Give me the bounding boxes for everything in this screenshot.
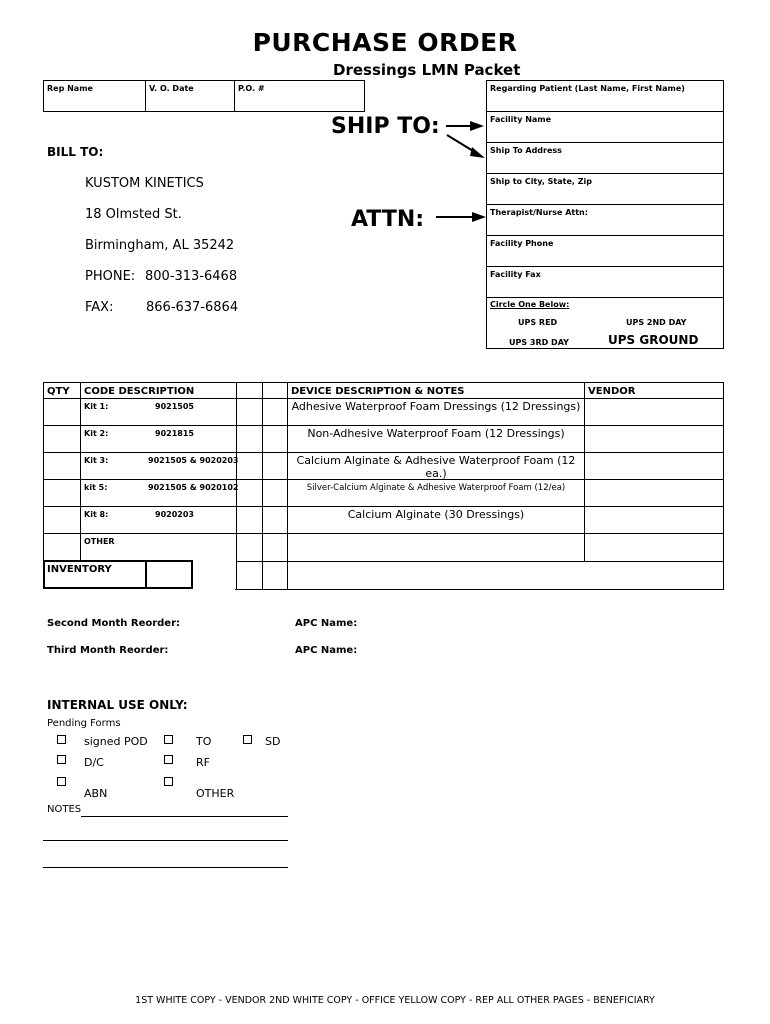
rep-name-field[interactable]: Rep Name	[47, 84, 93, 93]
attn-arrow	[436, 216, 476, 218]
internal-use-title: INTERNAL USE ONLY:	[47, 698, 188, 712]
dc-label: D/C	[84, 756, 104, 769]
ups-red-option[interactable]: UPS RED	[518, 318, 558, 327]
patient-field[interactable]: Regarding Patient (Last Name, First Name)	[490, 84, 685, 93]
rf-checkbox[interactable]	[164, 755, 173, 764]
rf-label: RF	[196, 756, 210, 769]
vo-date-field[interactable]: V. O. Date	[149, 84, 194, 93]
kit-description: Non-Adhesive Waterproof Foam (12 Dressings)	[307, 427, 565, 440]
kit-code: 9021815	[155, 429, 194, 438]
notes-line-2[interactable]	[43, 840, 288, 841]
bill-to-fax: 866-637-6864	[146, 300, 239, 315]
diagonal-arrow-icon	[446, 134, 486, 160]
abn-checkbox[interactable]	[57, 777, 66, 786]
facility-name-field[interactable]: Facility Name	[490, 115, 552, 124]
notes-label: NOTES	[47, 804, 82, 815]
ups-ground-option[interactable]: UPS GROUND	[608, 333, 699, 347]
kit-code: 9021505	[155, 402, 194, 411]
device-header: DEVICE DESCRIPTION & NOTES	[291, 386, 465, 397]
bill-to-company: KUSTOM KINETICS	[85, 176, 204, 191]
bill-to-phone-label: PHONE:	[85, 269, 136, 284]
other-label: OTHER	[196, 787, 235, 800]
kit-description: Calcium Alginate & Adhesive Waterproof Foam (12 ea.)	[296, 454, 576, 480]
arrow-icon	[470, 119, 484, 133]
kit-description: Calcium Alginate (30 Dressings)	[347, 508, 525, 521]
kit-label: Kit 2:	[84, 429, 109, 438]
to-label: TO	[196, 735, 212, 748]
arrow-icon	[472, 210, 486, 224]
other-checkbox[interactable]	[164, 777, 173, 786]
to-checkbox[interactable]	[164, 735, 173, 744]
other-row-label: OTHER	[84, 537, 115, 546]
vendor-header: VENDOR	[588, 386, 636, 397]
kit-description: Silver-Calcium Alginate & Adhesive Waterproof Foam (12/ea)	[306, 483, 566, 493]
pending-forms-label: Pending Forms	[47, 718, 121, 729]
kit-label: Kit 1:	[84, 402, 109, 411]
qty-header: QTY	[47, 386, 70, 397]
facility-fax-field[interactable]: Facility Fax	[490, 270, 541, 279]
ups-3rd-option[interactable]: UPS 3RD DAY	[509, 338, 569, 347]
ups-2nd-option[interactable]: UPS 2ND DAY	[626, 318, 687, 327]
kit-label: Kit 3:	[84, 456, 109, 465]
third-month-reorder: Third Month Reorder:	[47, 645, 169, 656]
ship-to-label: SHIP TO:	[331, 114, 440, 139]
bill-to-label: BILL TO:	[47, 145, 104, 159]
kit-code: 9021505 & 9020102	[148, 483, 239, 492]
footer-copy-distribution: 1ST WHITE COPY - VENDOR 2ND WHITE COPY - OFFICE YELLOW COPY - REP ALL OTHER PAGES - BENEFICIARY	[135, 995, 655, 1006]
second-month-reorder: Second Month Reorder:	[47, 618, 181, 629]
signed-pod-label: signed POD	[84, 735, 148, 748]
abn-label: ABN	[84, 787, 108, 800]
apc-name-1: APC Name:	[295, 618, 358, 629]
kit-description: Adhesive Waterproof Foam Dressings (12 Dressings)	[291, 400, 581, 413]
apc-name-2: APC Name:	[295, 645, 358, 656]
code-header: CODE DESCRIPTION	[84, 386, 195, 397]
facility-phone-field[interactable]: Facility Phone	[490, 239, 554, 248]
sd-label: SD	[265, 735, 281, 748]
ship-city-field[interactable]: Ship to City, State, Zip	[490, 177, 592, 186]
dc-checkbox[interactable]	[57, 755, 66, 764]
sd-checkbox[interactable]	[243, 735, 252, 744]
bill-to-fax-label: FAX:	[85, 300, 114, 315]
page-subtitle: Dressings LMN Packet	[333, 61, 521, 79]
kit-code: 9021505 & 9020203	[148, 456, 239, 465]
inventory-label: INVENTORY	[47, 564, 112, 575]
kit-label: kit 5:	[84, 483, 108, 492]
kit-code: 9020203	[155, 510, 194, 519]
page-title: PURCHASE ORDER	[252, 28, 518, 57]
bill-to-street: 18 Olmsted St.	[85, 207, 182, 222]
kit-label: Kit 8:	[84, 510, 109, 519]
ship-address-field[interactable]: Ship To Address	[490, 146, 562, 155]
po-number-field[interactable]: P.O. #	[238, 84, 265, 93]
notes-line-3[interactable]	[43, 867, 288, 868]
bill-to-city: Birmingham, AL 35242	[85, 238, 235, 253]
signed-pod-checkbox[interactable]	[57, 735, 66, 744]
bill-to-phone: 800-313-6468	[145, 269, 238, 284]
attn-field[interactable]: Therapist/Nurse Attn:	[490, 208, 588, 217]
notes-line-1[interactable]	[81, 816, 288, 817]
circle-one-label: Circle One Below:	[490, 300, 570, 309]
attn-label: ATTN:	[351, 207, 425, 232]
